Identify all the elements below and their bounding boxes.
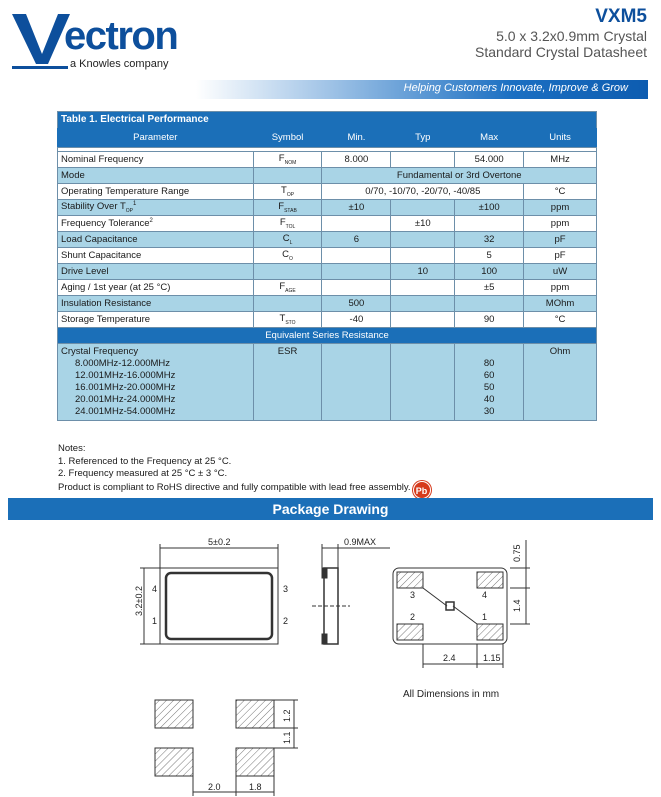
param-cell: Insulation Resistance [58,296,254,312]
symbol-cell: $C_L$ [253,232,322,248]
col-header: Symbol [253,128,322,148]
symbol-cell: $C_O$ [253,248,322,264]
max-cell [455,296,524,312]
dim-land-width: 1.8 [249,782,262,792]
min-cell: ±10 [322,200,391,216]
esr-range: 12.001MHz-16.000MHz [75,370,176,381]
param-cell: Nominal Frequency [58,152,254,168]
param-cell: Shunt Capacitance [58,248,254,264]
pad-4-label: 4 [482,590,488,600]
vectron-logo [12,8,192,72]
merged-cell: Fundamental or 3rd Overtone [322,168,597,184]
min-cell: 6 [322,232,391,248]
esr-max [455,344,524,421]
pin-2-label: 2 [283,616,289,626]
col-header: Max [455,128,524,148]
typ-cell: 10 [391,264,455,280]
typ-cell [391,232,455,248]
table-row [58,312,597,328]
note-2: 2. Frequency measured at 25 °C ± 3 °C. [58,468,228,479]
tagline: Helping Customers Innovate, Improve & Grow [403,82,628,94]
esr-max-value: 80 [483,358,495,369]
esr-section-header: Equivalent Series Resistance [58,328,597,344]
min-cell [322,216,391,232]
symbol-cell: $T_{OP}$ [253,184,322,200]
symbol-cell: $T_{STO}$ [253,312,322,328]
logo-text: ectron [64,14,178,58]
table-row [58,200,597,216]
logo-v-icon [12,8,72,70]
esr-range: 8.000MHz-12.000MHz [75,358,171,369]
esr-row [58,344,597,421]
esr-units-text: Ohm [549,346,571,357]
document-title [475,6,647,60]
col-header: Min. [322,128,391,148]
col-header: Typ [391,128,455,148]
esr-max-value: 50 [483,382,495,393]
esr-max-value: 30 [483,406,495,417]
table-row [58,264,597,280]
param-cell: Storage Temperature [58,312,254,328]
esr-frequency-cell [58,344,254,421]
param-cell: Operating Temperature Range [58,184,254,200]
pad-1-label: 1 [482,612,488,622]
esr-min [322,344,391,421]
dim-pad-gap: 1.4 [512,599,522,612]
table-row [58,184,597,200]
symbol-cell: $F_{TOL}$ [253,216,322,232]
esr-range: 20.001MHz-24.000MHz [75,394,176,405]
dim-land-pitch: 2.0 [208,782,221,792]
land-pattern [155,700,298,796]
symbol-cell [253,296,322,312]
max-cell [455,216,524,232]
lead-free-icon: Pb [413,481,431,499]
table-row [58,216,597,232]
min-cell: -40 [322,312,391,328]
esr-typ [391,344,455,421]
pin-4-label: 4 [152,584,158,594]
units-cell: uW [524,264,597,280]
col-header: Units [524,128,597,148]
logo-subtitle: a Knowles company [70,58,169,70]
table-row [58,248,597,264]
typ-cell: ±10 [391,216,455,232]
table-row [58,168,597,184]
param-cell: Mode [58,168,254,184]
param-cell: Stability Over $T_{OP}^1$ [58,200,254,216]
table-row [58,232,597,248]
dim-land-height: 1.2 [282,709,292,722]
dim-land-gap: 1.1 [282,731,292,744]
dimensions-note: All Dimensions in mm [403,689,500,700]
min-cell [322,280,391,296]
typ-cell [391,200,455,216]
dim-width: 3.2±0.2 [134,586,144,616]
esr-units [524,344,597,421]
min-cell [322,248,391,264]
notes-block [58,443,431,499]
max-cell: 54.000 [455,152,524,168]
param-cell: Frequency Tolerance$^2$ [58,216,254,232]
table-row [58,152,597,168]
symbol-cell: $F_{AGE}$ [253,280,322,296]
max-cell: ±5 [455,280,524,296]
esr-range: 16.001MHz-20.000MHz [75,382,176,393]
symbol-cell: $F_{STAB}$ [253,200,322,216]
pin-1-label: 1 [152,616,158,626]
esr-symbol [253,344,322,421]
doc-subtitle-1: 5.0 x 3.2x0.9mm Crystal [496,28,647,44]
symbol-cell [253,264,322,280]
rohs-text: Product is compliant to RoHS directive and fully compatible with lead free assembly. [58,481,411,493]
typ-cell [391,280,455,296]
range-cell: 0/70, -10/70, -20/70, -40/85 [322,184,524,200]
pad-2-label: 2 [410,612,416,622]
min-cell: 8.000 [322,152,391,168]
package-drawing [0,520,661,797]
table-row [58,296,597,312]
rohs-note [58,481,431,499]
dim-length: 5±0.2 [208,537,231,547]
package-drawing-title: Package Drawing [272,501,389,517]
units-cell: pF [524,248,597,264]
doc-subtitle-2: Standard Crystal Datasheet [475,44,647,60]
esr-symbol-text: ESR [277,346,298,357]
typ-cell [391,312,455,328]
units-cell: ppm [524,200,597,216]
note-1: 1. Referenced to the Frequency at 25 °C. [58,455,232,467]
top-view [140,544,278,644]
symbol-cell [253,168,322,184]
param-cell: Load Capacitance [58,232,254,248]
table-row [58,280,597,296]
esr-param: Crystal Frequency [61,346,139,357]
esr-max-value: 60 [483,370,495,381]
esr-max-value: 40 [483,394,495,405]
package-drawing-bar [8,498,653,520]
units-cell: ppm [524,216,597,232]
side-view [312,544,390,644]
max-cell: ±100 [455,200,524,216]
typ-cell [391,152,455,168]
col-header: Parameter [58,128,254,148]
units-cell: pF [524,232,597,248]
param-cell: Drive Level [58,264,254,280]
max-cell: 90 [455,312,524,328]
param-cell: Aging / 1st year (at 25 °C) [58,280,254,296]
units-cell: MOhm [524,296,597,312]
esr-range: 24.001MHz-54.000MHz [75,406,176,417]
max-cell: 32 [455,232,524,248]
symbol-cell: $F_{NOM}$ [253,152,322,168]
min-cell [322,264,391,280]
units-cell: MHz [524,152,597,168]
units-cell: ppm [524,280,597,296]
dim-pad-width: 1.15 [483,653,501,663]
min-cell: 500 [322,296,391,312]
max-cell: 100 [455,264,524,280]
units-cell: °C [524,184,597,200]
tagline-bar [196,80,648,99]
max-cell: 5 [455,248,524,264]
model-name: VXM5 [595,6,647,27]
dim-pitch: 2.4 [443,653,456,663]
bottom-view [393,540,530,668]
typ-cell [391,248,455,264]
typ-cell [391,296,455,312]
dim-height: 0.9MAX [344,537,377,547]
table-header-row [58,128,597,148]
pad-3-label: 3 [410,590,416,600]
notes-heading: Notes: [58,443,86,454]
table-title: Table 1. Electrical Performance [58,112,597,128]
pin-3-label: 3 [283,584,289,594]
units-cell: °C [524,312,597,328]
electrical-performance-table [57,111,597,421]
dim-pad-top: 0.75 [512,544,522,562]
